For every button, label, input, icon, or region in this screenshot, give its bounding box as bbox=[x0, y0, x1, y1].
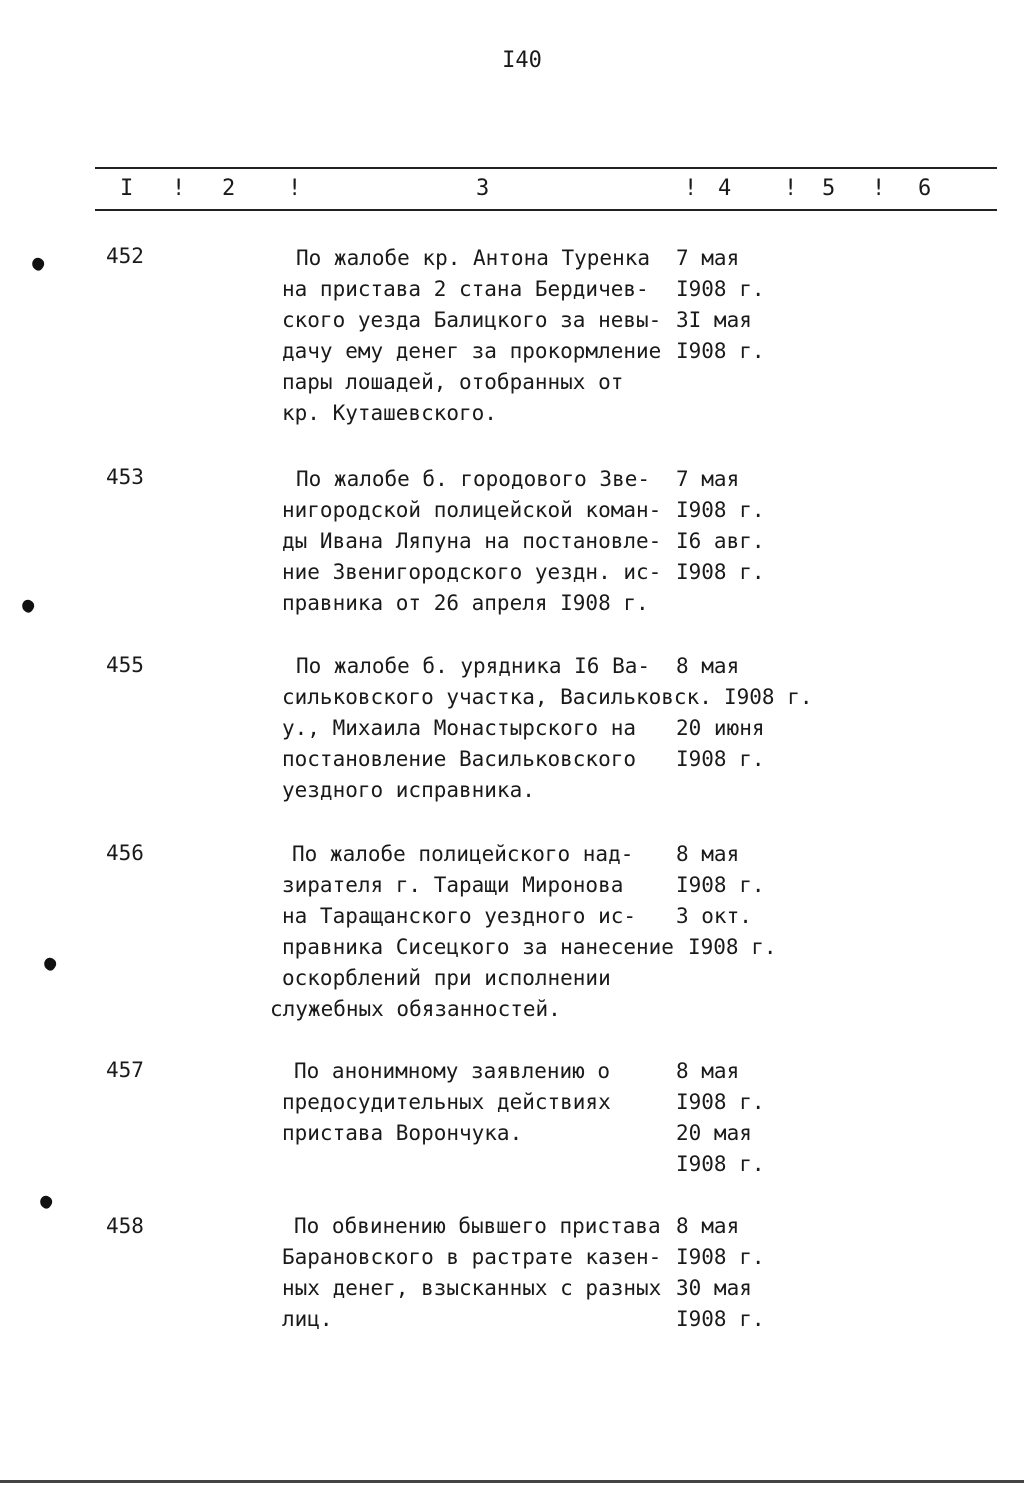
date-line: 3 окт. bbox=[676, 904, 752, 928]
desc-line: Барановского в растрате казен- bbox=[282, 1245, 662, 1269]
desc-line: правника Сисецкого за нанесение bbox=[282, 935, 674, 959]
table-header-top-rule bbox=[95, 167, 997, 169]
desc-line: ние Звенигородского уездн. ис- bbox=[282, 560, 662, 584]
desc-line: сильковского участка, Васильковск. bbox=[282, 685, 712, 709]
desc-line: уездного исправника. bbox=[282, 778, 535, 802]
row-dates bbox=[676, 243, 765, 367]
row-description bbox=[282, 464, 661, 619]
desc-line: По жалобе кр. Антона Туренка bbox=[296, 246, 651, 270]
margin-mark bbox=[30, 256, 47, 273]
date-line: I908 г. bbox=[724, 685, 813, 709]
desc-line: ных денег, взысканных с разных bbox=[282, 1276, 662, 1300]
date-line: 8 мая bbox=[676, 654, 740, 678]
row-description bbox=[282, 1056, 611, 1149]
row-dates bbox=[676, 1056, 765, 1180]
date-line: I908 г. bbox=[676, 339, 765, 363]
header-sep: ! bbox=[872, 176, 886, 201]
date-line: I908 г. bbox=[676, 1245, 765, 1269]
header-col-3: 3 bbox=[476, 176, 490, 201]
date-line: I908 г. bbox=[676, 1090, 765, 1114]
header-sep: ! bbox=[684, 176, 698, 201]
date-line: 20 мая bbox=[676, 1121, 752, 1145]
row-dates bbox=[676, 651, 813, 775]
date-line: I908 г. bbox=[676, 560, 765, 584]
date-line: 30 мая bbox=[676, 1276, 752, 1300]
row-dates bbox=[676, 839, 777, 963]
desc-line: ды Ивана Ляпуна на постановле- bbox=[282, 529, 662, 553]
date-line: I908 г. bbox=[676, 747, 765, 771]
date-line: 8 мая bbox=[676, 1059, 740, 1083]
row-number: 453 bbox=[106, 465, 144, 489]
date-line: I908 г. bbox=[688, 935, 777, 959]
desc-line: на Таращанского уездного ис- bbox=[282, 904, 637, 928]
date-line: 3I мая bbox=[676, 308, 752, 332]
row-number: 456 bbox=[106, 841, 144, 865]
date-line: 7 мая bbox=[676, 467, 740, 491]
date-line: 20 июня bbox=[676, 716, 765, 740]
desc-line: По жалобе б. урядника I6 Ва- bbox=[296, 654, 651, 678]
row-dates bbox=[676, 464, 765, 588]
date-line: I908 г. bbox=[676, 1307, 765, 1331]
date-line: 8 мая bbox=[676, 842, 740, 866]
date-line: I908 г. bbox=[676, 873, 765, 897]
header-col-4: 4 bbox=[718, 176, 732, 201]
margin-mark bbox=[38, 1194, 55, 1211]
margin-mark bbox=[20, 598, 37, 615]
desc-line: По обвинению бывшего пристава bbox=[294, 1214, 661, 1238]
table-header-bottom-rule bbox=[95, 209, 997, 211]
row-number: 455 bbox=[106, 653, 144, 677]
date-line: 7 мая bbox=[676, 246, 740, 270]
desc-line: правника от 26 апреля I908 г. bbox=[282, 591, 649, 615]
page-number: I40 bbox=[502, 48, 542, 73]
header-col-5: 5 bbox=[822, 176, 836, 201]
header-col-2: 2 bbox=[222, 176, 236, 201]
desc-line: По жалобе б. городового Зве- bbox=[296, 467, 651, 491]
margin-mark bbox=[42, 956, 59, 973]
date-line: 8 мая bbox=[676, 1214, 740, 1238]
desc-line: зирателя г. Таращи Миронова bbox=[282, 873, 624, 897]
desc-line: оскорблений при исполнении bbox=[282, 966, 611, 990]
desc-line: служебных обязанностей. bbox=[270, 997, 561, 1021]
header-sep: ! bbox=[784, 176, 798, 201]
row-description bbox=[270, 839, 674, 1025]
desc-line: ского уезда Балицкого за невы- bbox=[282, 308, 662, 332]
header-sep: ! bbox=[288, 176, 302, 201]
page-bottom-edge bbox=[0, 1480, 1024, 1483]
desc-line: предосудительных действиях bbox=[282, 1090, 611, 1114]
date-line: I908 г. bbox=[676, 277, 765, 301]
header-col-1: I bbox=[120, 176, 134, 201]
desc-line: постановление Васильковского bbox=[282, 747, 637, 771]
desc-line: кр. Куташевского. bbox=[282, 401, 497, 425]
row-number: 458 bbox=[106, 1214, 144, 1238]
row-description bbox=[282, 651, 712, 806]
desc-line: По анонимному заявлению о bbox=[294, 1059, 611, 1083]
row-description bbox=[282, 243, 661, 429]
date-line: I908 г. bbox=[676, 1152, 765, 1176]
desc-line: пары лошадей, отобранных от bbox=[282, 370, 624, 394]
header-sep: ! bbox=[172, 176, 186, 201]
desc-line: пристава Ворончука. bbox=[282, 1121, 523, 1145]
desc-line: дачу ему денег за прокормление bbox=[282, 339, 662, 363]
row-description bbox=[282, 1211, 661, 1335]
date-line: I6 авг. bbox=[676, 529, 765, 553]
row-number: 452 bbox=[106, 244, 144, 268]
desc-line: нигородской полицейской коман- bbox=[282, 498, 662, 522]
desc-line: на пристава 2 стана Бердичев- bbox=[282, 277, 649, 301]
row-number: 457 bbox=[106, 1058, 144, 1082]
desc-line: у., Михаила Монастырского на bbox=[282, 716, 637, 740]
desc-line: По жалобе полицейского над- bbox=[292, 842, 634, 866]
header-col-6: 6 bbox=[918, 176, 932, 201]
row-dates bbox=[676, 1211, 765, 1335]
date-line: I908 г. bbox=[676, 498, 765, 522]
desc-line: лиц. bbox=[282, 1307, 333, 1331]
